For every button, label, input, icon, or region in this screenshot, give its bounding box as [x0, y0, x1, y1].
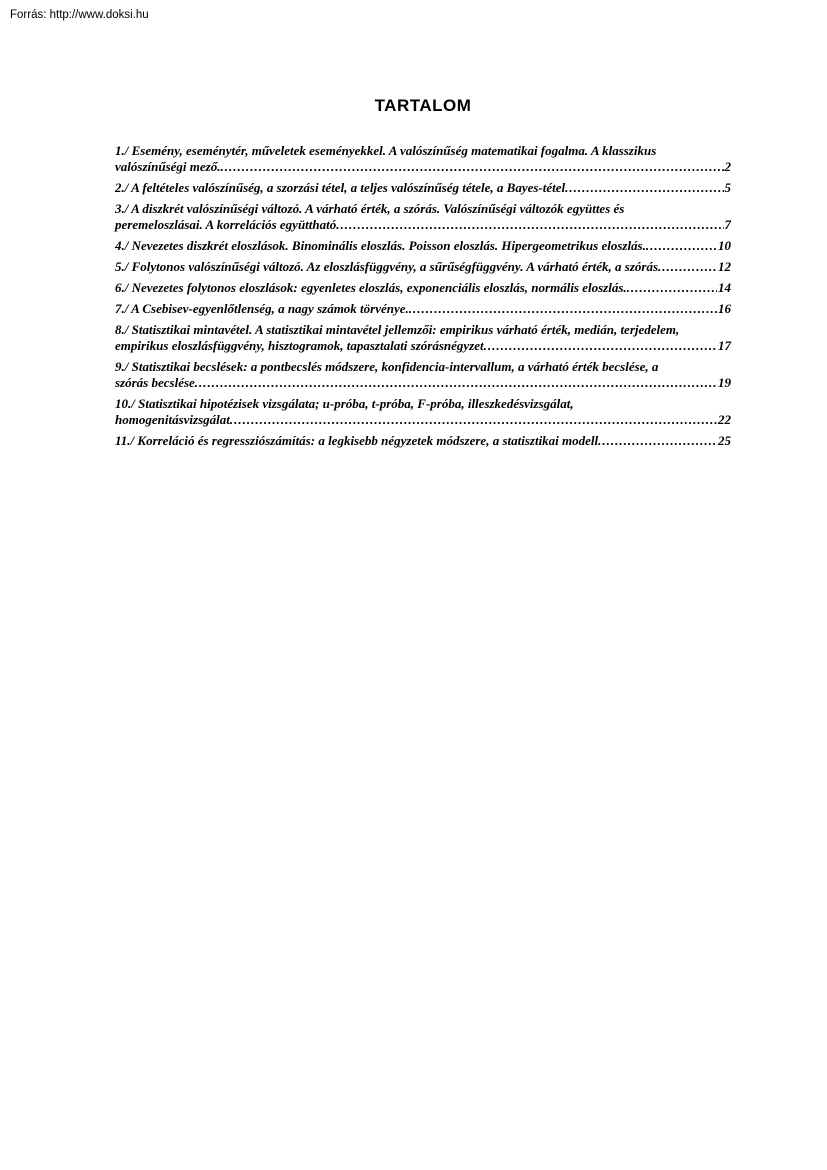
toc-entry-text: 11./ Korreláció és regressziószámítás: a legkisebb négyzetek módszere, a statisztikai modell: [115, 433, 599, 448]
toc-entry-last-line: [115, 412, 731, 428]
toc-entry-line: 1./ Esemény, eseménytér, műveletek eseményekkel. A valószínűség matematikai fogalma. A klasszikus: [115, 143, 657, 158]
toc-entry-text: empirikus eloszlásfüggvény, hisztogramok, tapasztalati szórásnégyzet: [115, 338, 484, 353]
toc-entry-line: 9./ Statisztikai becslések: a pontbecslés módszere, konfidencia-intervallum, a várható érték becslése, a: [115, 359, 659, 374]
toc-page-number: 17: [718, 338, 731, 353]
toc-entry-text: peremeloszlásai. A korrelációs együttható: [115, 217, 337, 232]
toc-entry-last-line: [115, 338, 731, 354]
toc-entry-text: 4./ Nevezetes diszkrét eloszlások. Binominális eloszlás. Poisson eloszlás. Hipergeometrikus eloszlás.: [115, 238, 646, 253]
toc-entry-text: szórás becslése: [115, 375, 195, 390]
toc-entry: [115, 301, 731, 317]
dot-leader: [646, 238, 717, 254]
toc-entry-last-line: [115, 238, 731, 254]
dot-leader: [627, 280, 717, 296]
dot-leader: [336, 217, 723, 233]
toc-entry: [115, 238, 731, 254]
dot-leader: [484, 338, 717, 354]
toc-entry-last-line: [115, 217, 731, 233]
table-of-contents: [115, 143, 731, 449]
toc-entry: [115, 280, 731, 296]
dot-leader: [598, 433, 717, 449]
toc-page-number: 7: [724, 217, 731, 232]
toc-entry-text: 6./ Nevezetes folytonos eloszlások: egyenletes eloszlás, exponenciális eloszlás, normális eloszlás.: [115, 280, 627, 295]
toc-page-number: 14: [718, 280, 731, 295]
toc-entry: [115, 180, 731, 196]
toc-entry-line: 8./ Statisztikai mintavétel. A statisztikai mintavétel jellemzői: empirikus várható érték, medián, terjedelem,: [115, 322, 680, 337]
toc-entry-last-line: [115, 433, 731, 449]
toc-entry: [115, 359, 731, 391]
toc-entry-text: 7./ A Csebisev-egyenlőtlenség, a nagy számok törvénye.: [115, 301, 409, 316]
toc-entry: [115, 143, 731, 175]
toc-entry-last-line: [115, 375, 731, 391]
toc-entry-line: 3./ A diszkrét valószínűségi változó. A várható érték, a szórás. Valószínűségi változók együttes és: [115, 201, 625, 216]
toc-entry: [115, 201, 731, 233]
source-url-label: Forrás: http://www.doksi.hu: [10, 9, 149, 21]
toc-entry: [115, 396, 731, 428]
toc-entry-last-line: [115, 159, 731, 175]
dot-leader: [409, 301, 717, 317]
toc-page-number: 22: [718, 412, 731, 427]
dot-leader: [230, 412, 717, 428]
toc-entry-last-line: [115, 180, 731, 196]
toc-page-number: 16: [718, 301, 731, 316]
toc-page-number: 2: [724, 159, 731, 174]
toc-entry-text: valószínűségi mező.: [115, 159, 221, 174]
toc-page-number: 25: [718, 433, 731, 448]
toc-page-number: 10: [718, 238, 731, 253]
toc-entry-text: 2./ A feltételes valószínűség, a szorzási tétel, a teljes valószínűség tétele, a Bayes-tétel: [115, 180, 566, 195]
page-title: TARTALOM: [374, 96, 472, 115]
dot-leader: [658, 259, 717, 275]
toc-page-number: 12: [718, 259, 731, 274]
toc-page-number: 19: [718, 375, 731, 390]
toc-entry-last-line: [115, 280, 731, 296]
dot-leader: [195, 375, 717, 391]
toc-entry-text: homogenitásvizsgálat: [115, 412, 230, 427]
toc-entry-text: 5./ Folytonos valószínűségi változó. Az eloszlásfüggvény, a sűrűségfüggvény. A várható érték, a szórás: [115, 259, 659, 274]
page-content: [115, 96, 731, 454]
toc-entry: [115, 322, 731, 354]
dot-leader: [220, 159, 723, 175]
toc-entry: [115, 259, 731, 275]
toc-entry-line: 10./ Statisztikai hipotézisek vizsgálata; u-próba, t-próba, F-próba, illeszkedésvizsgálat,: [115, 396, 574, 411]
toc-page-number: 5: [724, 180, 731, 195]
toc-entry-last-line: [115, 301, 731, 317]
toc-entry-last-line: [115, 259, 731, 275]
toc-entry: [115, 433, 731, 449]
dot-leader: [565, 180, 723, 196]
